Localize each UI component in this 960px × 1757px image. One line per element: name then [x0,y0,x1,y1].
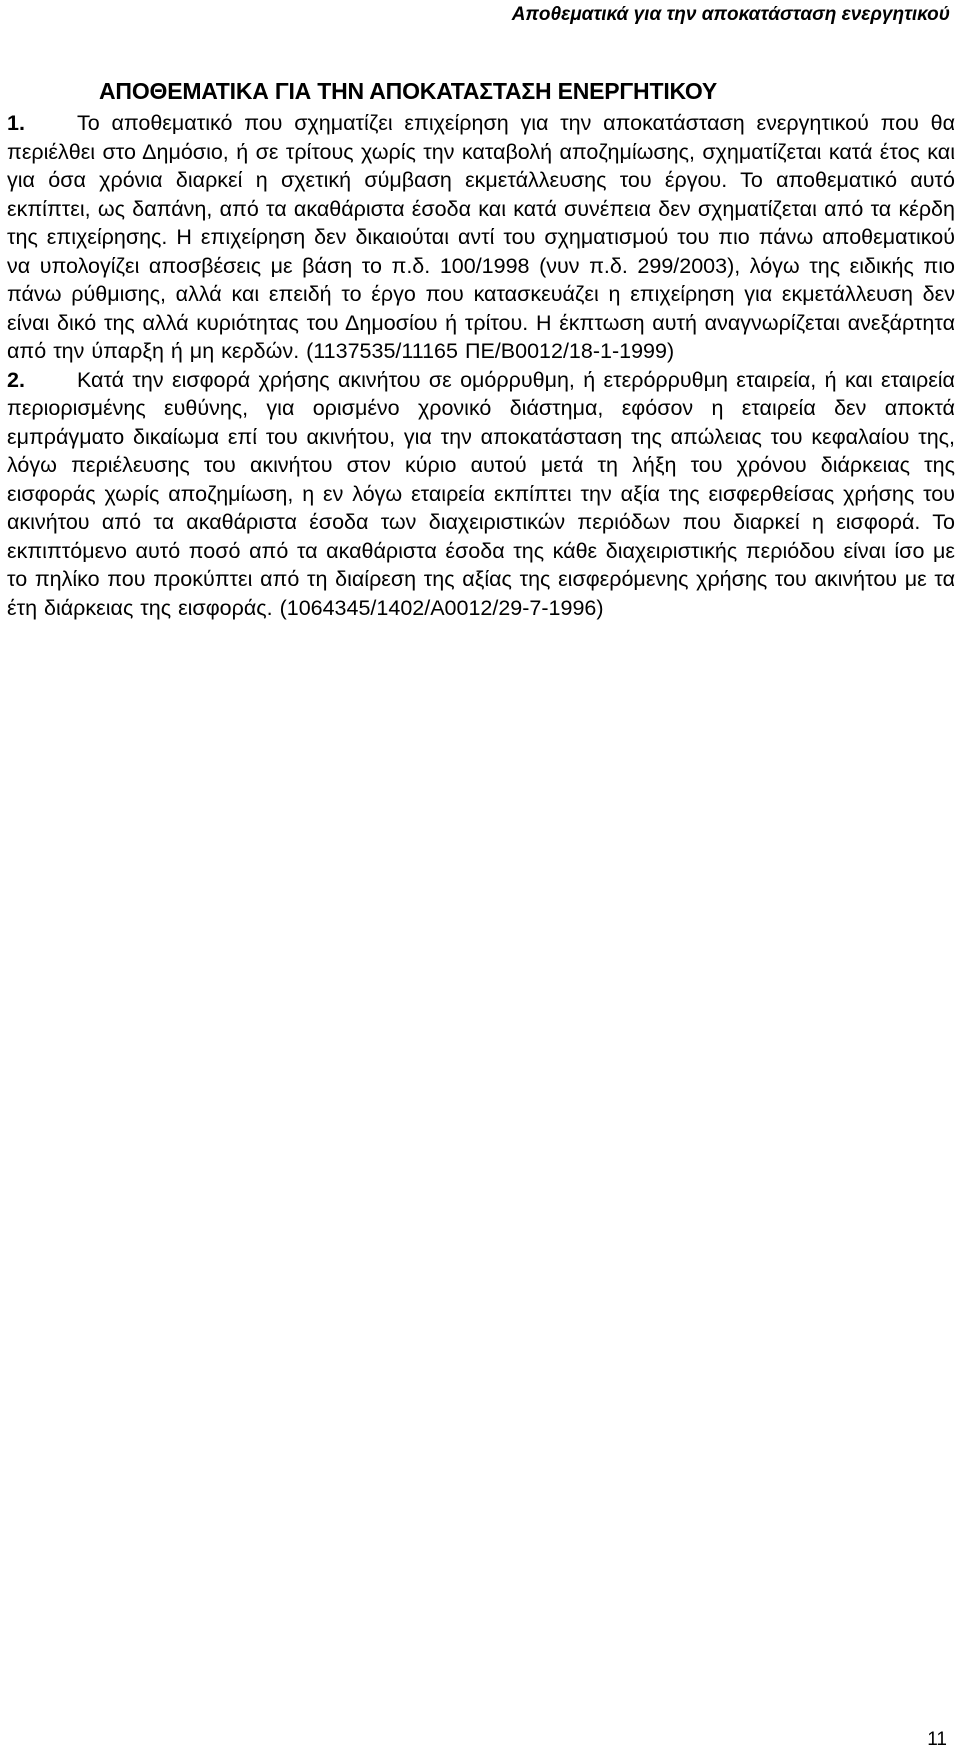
document-body [7,109,955,622]
document-title: ΑΠΟΘΕΜΑΤΙΚΑ ΓΙΑ ΤΗΝ ΑΠΟΚΑΤΑΣΤΑΣΗ ΕΝΕΡΓΗΤΙΚΟΥ [99,78,718,104]
section-2-number: 2. [7,367,25,392]
page-number: 11 [927,1729,947,1750]
section-1-number: 1. [7,111,25,135]
section-2 [7,366,955,623]
section-2-text: Κατά την εισφορά χρήσης ακινήτου σε ομόρρυθμη, ή ετερόρρυθμη εταιρεία, ή και εταιρεία περιορισμένης ευθύνης, για ορισμένο χρονικό διάστημα, εφόσον η εταιρεία δεν αποκτά εμπράγματο δικαίωμα επί του ακινήτου, για την αποκατάσταση της απώλειας του κεφαλαίου της, λόγω περιέλευσης του ακινήτου στον κύριο αυτού μετά τη λήξη του χρόνου διάρκειας της εισφοράς χωρίς αποζημίωση, η εν λόγω εταιρεία εκπίπτει την αξία της εισφερθείσας χρήσης του ακινήτου από τα ακαθάριστα έσοδα των διαχειριστικών περιόδων που διαρκεί η εισφορά. Το εκπιπτόμενο αυτό ποσό από τα ακαθάριστα έσοδα της κάθε διαχειριστικής περιόδου είναι ίσο με το πηλίκο που προκύπτει από τη διαίρεση της αξίας της εισφερόμενης χρήσης του ακινήτου με τα έτη διάρκειας της εισφοράς. (1064345/1402/Α0012/29-7-1996) [7,367,955,620]
section-1-text: Το αποθεματικό που σχηματίζει επιχείρηση για την αποκατάσταση ενεργητικού που θα περιέλθει στο Δημόσιο, ή σε τρίτους χωρίς την καταβολή αποζημίωσης, σχηματίζεται κατά έτος και για όσα χρόνια διαρκεί η σχετική σύμβαση εκμετάλλευσης του έργου. Το αποθεματικό αυτό εκπίπτει, ως δαπάνη, από τα ακαθάριστα έσοδα και κατά συνέπεια δεν σχηματίζεται από τα κέρδη της επιχείρησης. Η επιχείρηση δεν δικαιούται αντί του σχηματισμού του πιο πάνω αποθεματικού να υπολογίζει αποσβέσεις με βάση το π.δ. 100/1998 (νυν π.δ. 299/2003), λόγω της ειδικής πιο πάνω ρύθμισης, αλλά και επειδή το έργο που κατασκευάζει η επιχείρηση για εκμετάλλευση δεν είναι δικό της αλλά κυριότητας του Δημοσίου ή τρίτου. Η έκπτωση αυτή αναγνωρίζεται ανεξάρτητα από την ύπαρξη ή μη κερδών. (1137535/11165 ΠΕ/Β0012/18-1-1999) [7,111,955,363]
running-header: Αποθεματικά για την αποκατάσταση ενεργητικού [511,4,950,25]
section-1 [7,109,955,366]
